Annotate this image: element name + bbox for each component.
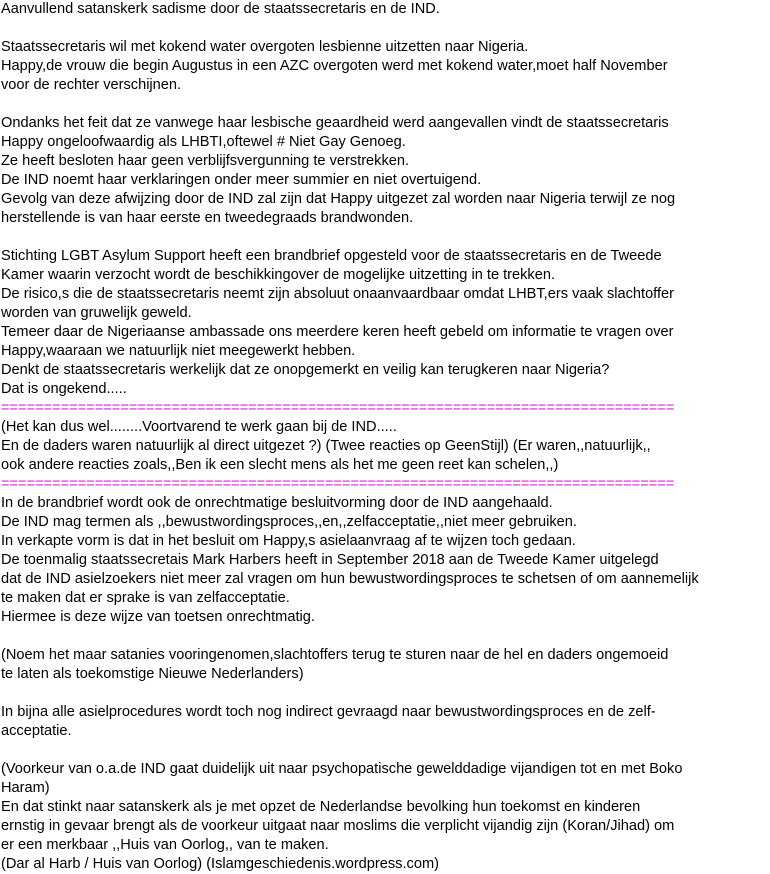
text-line: Dat is ongekend.....: [1, 381, 127, 397]
text-line: te laten als toekomstige Nieuwe Nederlanders): [1, 666, 304, 682]
text-line: Denkt de staatssecretaris werkelijk dat ze onopgemerkt en veilig kan terugkeren naar Nigeria?: [1, 362, 610, 378]
text-line: Haram): [1, 780, 50, 796]
text-line: En dat stinkt naar satanskerk als je met opzet de Nederlandse bevolking hun toekomst en kinderen: [1, 799, 641, 815]
text-line: ernstig in gevaar brengt als de voorkeur uitgaat naar moslims die verplicht vijandig zijn (Koran/Jihad) om: [1, 818, 675, 834]
text-line: In de brandbrief wordt ook de onrechtmatige besluitvorming door de IND aangehaald.: [1, 495, 553, 511]
text-line: te maken dat er sprake is van zelfacceptatie.: [1, 590, 290, 606]
text-line: Gevolg van deze afwijzing door de IND zal zijn dat Happy uitgezet zal worden naar Nigeria terwijl ze nog: [1, 191, 676, 207]
text-line: (Noem het maar satanies vooringenomen,slachtoffers terug te sturen naar de hel en daders ongemoeid: [1, 647, 669, 663]
text-line: Staatssecretaris wil met kokend water overgoten lesbienne uitzetten naar Nigeria.: [1, 39, 529, 55]
separator-line: ===============================================================================: [1, 400, 675, 416]
text-line: Kamer waarin verzocht wordt de beschikkingover de mogelijke uitzetting in te trekken.: [1, 267, 556, 283]
text-line: (Voorkeur van o.a.de IND gaat duidelijk uit naar psychopatische gewelddadige vijandigen tot en met Boko: [1, 761, 683, 777]
text-line: De toenmalig staatssecretais Mark Harbers heeft in September 2018 aan de Tweede Kamer uitgelegd: [1, 552, 659, 568]
text-line: Happy,de vrouw die begin Augustus in een AZC overgoten werd met kokend water,moet half November: [1, 58, 668, 74]
blank-line: [1, 228, 769, 247]
text-line: Hiermee is deze wijze van toetsen onrechtmatig.: [1, 609, 315, 625]
text-line: Aanvullend satanskerk sadisme door de staatssecretaris en de IND.: [1, 1, 440, 17]
text-line: Happy ongeloofwaardig als LHBTI,oftewel # Niet Gay Genoeg.: [1, 134, 406, 150]
text-line: De risico,s die de staatssecretaris neemt zijn absoluut onaanvaardbaar omdat LHBT,ers vaak slachtoffer: [1, 286, 675, 302]
text-line: Temeer daar de Nigeriaanse ambassade ons meerdere keren heeft gebeld om informatie te vragen over: [1, 324, 674, 340]
text-line: Ondanks het feit dat ze vanwege haar lesbische geaardheid werd aangevallen vindt de staatssecretaris: [1, 115, 669, 131]
text-line: (Dar al Harb / Huis van Oorlog) (Islamgeschiedenis.wordpress.com): [1, 856, 439, 872]
blank-line: [1, 741, 769, 760]
text-line: acceptatie.: [1, 723, 72, 739]
text-line: Ze heeft besloten haar geen verblijfsvergunning te verstrekken.: [1, 153, 410, 169]
text-line: dat de IND asielzoekers niet meer zal vragen om hun bewustwordingsproces te schetsen of om aannemelijk: [1, 571, 699, 587]
blank-line: [1, 95, 769, 114]
text-line: Stichting LGBT Asylum Support heeft een brandbrief opgesteld voor de staatssecretaris en de Tweede: [1, 248, 662, 264]
text-line: ook andere reacties zoals,,Ben ik een slecht mens als het me geen reet kan schelen,,): [1, 457, 559, 473]
text-line: Happy,waaraan we natuurlijk niet meegewerkt hebben.: [1, 343, 356, 359]
blank-line: [1, 684, 769, 703]
text-line: En de daders waren natuurlijk al direct uitgezet ?) (Twee reacties op GeenStijl) (Er waren,,natuurlijk,,: [1, 438, 651, 454]
text-line: herstellende is van haar eerste en tweedegraads brandwonden.: [1, 210, 414, 226]
blank-line: [1, 19, 769, 38]
text-line: In verkapte vorm is dat in het besluit om Happy,s asielaanvraag af te wijzen toch gedaan.: [1, 533, 576, 549]
text-line: (Het kan dus wel........Voortvarend te werk gaan bij de IND.....: [1, 419, 397, 435]
text-line: De IND mag termen als ,,bewustwordingsproces,,en,,zelfacceptatie,,niet meer gebruiken.: [1, 514, 577, 530]
text-line: In bijna alle asielprocedures wordt toch nog indirect gevraagd naar bewustwordingsproces en de zelf-: [1, 704, 656, 720]
blank-line: [1, 627, 769, 646]
document-body: [1, 0, 769, 874]
text-line: voor de rechter verschijnen.: [1, 77, 182, 93]
text-line: worden van gruwelijk geweld.: [1, 305, 192, 321]
text-line: er een merkbaar ,,Huis van Oorlog,, van te maken.: [1, 837, 329, 853]
text-line: De IND noemt haar verklaringen onder meer summier en niet overtuigend.: [1, 172, 482, 188]
separator-line: ===============================================================================: [1, 476, 675, 492]
